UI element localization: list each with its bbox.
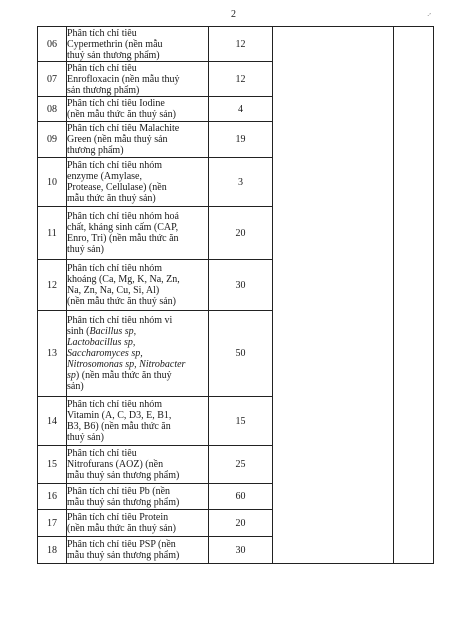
row-index: 18 (38, 537, 67, 564)
description-text: thuỷ sản) (67, 244, 104, 255)
species-name: Saccharomyces sp, (67, 348, 143, 359)
row-index: 17 (38, 510, 67, 537)
description-line (67, 263, 208, 274)
description-line (67, 448, 208, 459)
description-line (67, 160, 208, 171)
description-line (67, 512, 208, 523)
description-line (67, 39, 208, 50)
description-text: (nền mẫu thức ăn thuỷ sản) (67, 523, 176, 534)
item-description (67, 122, 209, 158)
description-line (67, 486, 208, 497)
description-line (67, 233, 208, 244)
analysis-table (37, 26, 434, 564)
species-name: Lactobacillus sp, (67, 337, 136, 348)
description-line (67, 74, 208, 85)
quantity: 12 (209, 62, 273, 97)
row-index: 10 (38, 158, 67, 207)
description-line (67, 497, 208, 508)
description-line (67, 285, 208, 296)
item-description (67, 207, 209, 260)
description-line (67, 98, 208, 109)
description-text: Green (nền mẫu thuỷ sản (67, 134, 168, 145)
row-index: 08 (38, 97, 67, 122)
item-description (67, 260, 209, 311)
page-number: 2 (231, 9, 236, 20)
description-text: sinh ( (67, 326, 90, 337)
description-text: Nitrofurans (AOZ) (nền (67, 459, 164, 470)
description-text: mẫu thuỷ sản thương phẩm) (67, 470, 180, 481)
description-text: Enro, Tri) (nền mẫu thức ăn (67, 233, 179, 244)
item-description (67, 97, 209, 122)
item-description (67, 62, 209, 97)
quantity: 20 (209, 510, 273, 537)
species-name: Bacillus sp, (89, 326, 137, 337)
description-line (67, 145, 208, 156)
description-line (67, 550, 208, 561)
description-line (67, 211, 208, 222)
empty-cell (273, 27, 394, 564)
item-description (67, 510, 209, 537)
table-row (38, 27, 434, 62)
description-line (67, 421, 208, 432)
species-name: sp (67, 370, 76, 381)
row-index: 15 (38, 446, 67, 484)
description-line (67, 85, 208, 96)
quantity: 50 (209, 311, 273, 397)
item-description (67, 27, 209, 62)
description-line (67, 470, 208, 481)
description-text: (nền mẫu thức ăn thuỷ sản) (67, 296, 176, 307)
description-line (67, 381, 208, 392)
description-text: Phân tích chỉ tiêu nhóm hoá (67, 211, 179, 222)
empty-cell (394, 27, 434, 564)
description-text: Enrofloxacin (nền mẫu thuỷ (67, 73, 180, 85)
description-line (67, 359, 208, 370)
description-line (67, 63, 208, 74)
description-text: Na, Zn, Na, Cu, Si, Al) (67, 285, 160, 296)
description-text: (nền mẫu thức ăn thuỷ sản) (67, 109, 176, 120)
row-index: 12 (38, 260, 67, 311)
description-text: Phân tích chỉ tiêu nhóm (67, 160, 162, 171)
description-line (67, 410, 208, 421)
description-text: Phân tích chỉ tiêu (67, 62, 137, 74)
description-text: mẫu thuỷ sản thương phẩm) (67, 550, 180, 561)
description-text: khoáng (Ca, Mg, K, Na, Zn, (67, 274, 180, 285)
description-line (67, 296, 208, 307)
description-text: mẫu thuỷ sản thương phẩm) (67, 496, 180, 508)
quantity: 4 (209, 97, 273, 122)
description-line (67, 222, 208, 233)
row-index: 09 (38, 122, 67, 158)
description-text: Vitamin (A, C, D3, E, B1, (67, 410, 172, 421)
description-text: thuỷ sản) (67, 432, 104, 443)
description-text: Protease, Cellulase) (nền (67, 182, 167, 193)
description-line (67, 459, 208, 470)
description-line (67, 539, 208, 550)
item-description (67, 446, 209, 484)
description-text: Phân tích chỉ tiêu nhóm (67, 263, 162, 274)
quantity: 15 (209, 397, 273, 446)
description-text: Cypermethrin (nền mẫu (67, 38, 163, 50)
description-text: ) (nền mẫu thức ăn thuỷ (75, 370, 172, 381)
corner-mark: ·′ (427, 12, 431, 20)
description-text: Phân tích chỉ tiêu (67, 27, 137, 39)
description-line (67, 274, 208, 285)
row-index: 13 (38, 311, 67, 397)
quantity: 30 (209, 260, 273, 311)
description-line (67, 348, 208, 359)
quantity: 3 (209, 158, 273, 207)
description-line (67, 399, 208, 410)
item-description (67, 537, 209, 564)
description-line (67, 337, 208, 348)
description-text: Phân tích chỉ tiêu nhóm (67, 399, 162, 410)
row-index: 16 (38, 484, 67, 510)
description-line (67, 432, 208, 443)
description-line (67, 182, 208, 193)
description-text: Phân tích chỉ tiêu Malachite (67, 123, 180, 134)
description-text: Phân tích chỉ tiêu Protein (67, 512, 169, 523)
quantity: 25 (209, 446, 273, 484)
description-line (67, 370, 208, 381)
description-line (67, 123, 208, 134)
species-name: Nitrosomonas sp, Nitrobacter (67, 359, 186, 370)
row-index: 06 (38, 27, 67, 62)
description-text: thương phẩm) (67, 145, 124, 156)
quantity: 60 (209, 484, 273, 510)
quantity: 19 (209, 122, 273, 158)
item-description (67, 158, 209, 207)
description-line (67, 244, 208, 255)
description-text: Phân tích chỉ tiêu nhóm vi (67, 315, 173, 326)
description-line (67, 28, 208, 39)
description-text: sản thương phẩm) (67, 84, 140, 96)
description-text: Phân tích chỉ tiêu Iodine (67, 98, 165, 109)
quantity: 30 (209, 537, 273, 564)
description-text: chất, kháng sinh cấm (CAP, (67, 222, 179, 233)
description-text: B3, B6) (nền mẫu thức ăn (67, 421, 171, 432)
item-description (67, 397, 209, 446)
description-text: Phân tích chỉ tiêu PSP (nền (67, 539, 176, 550)
description-line (67, 523, 208, 534)
description-line (67, 193, 208, 204)
description-line (67, 134, 208, 145)
description-line (67, 50, 208, 61)
quantity: 20 (209, 207, 273, 260)
description-text: enzyme (Amylase, (67, 171, 142, 182)
quantity: 12 (209, 27, 273, 62)
description-line (67, 326, 208, 337)
description-text: thuỷ sản thương phẩm) (67, 49, 160, 61)
description-text: sản) (67, 381, 84, 392)
description-text: Phân tích chỉ tiêu (67, 448, 137, 459)
row-index: 11 (38, 207, 67, 260)
description-line (67, 315, 208, 326)
row-index: 07 (38, 62, 67, 97)
description-line (67, 109, 208, 120)
description-line (67, 171, 208, 182)
item-description (67, 484, 209, 510)
item-description (67, 311, 209, 397)
row-index: 14 (38, 397, 67, 446)
description-text: Phân tích chỉ tiêu Pb (nền (67, 485, 171, 497)
description-text: mẫu thức ăn thuỷ sản) (67, 193, 156, 204)
